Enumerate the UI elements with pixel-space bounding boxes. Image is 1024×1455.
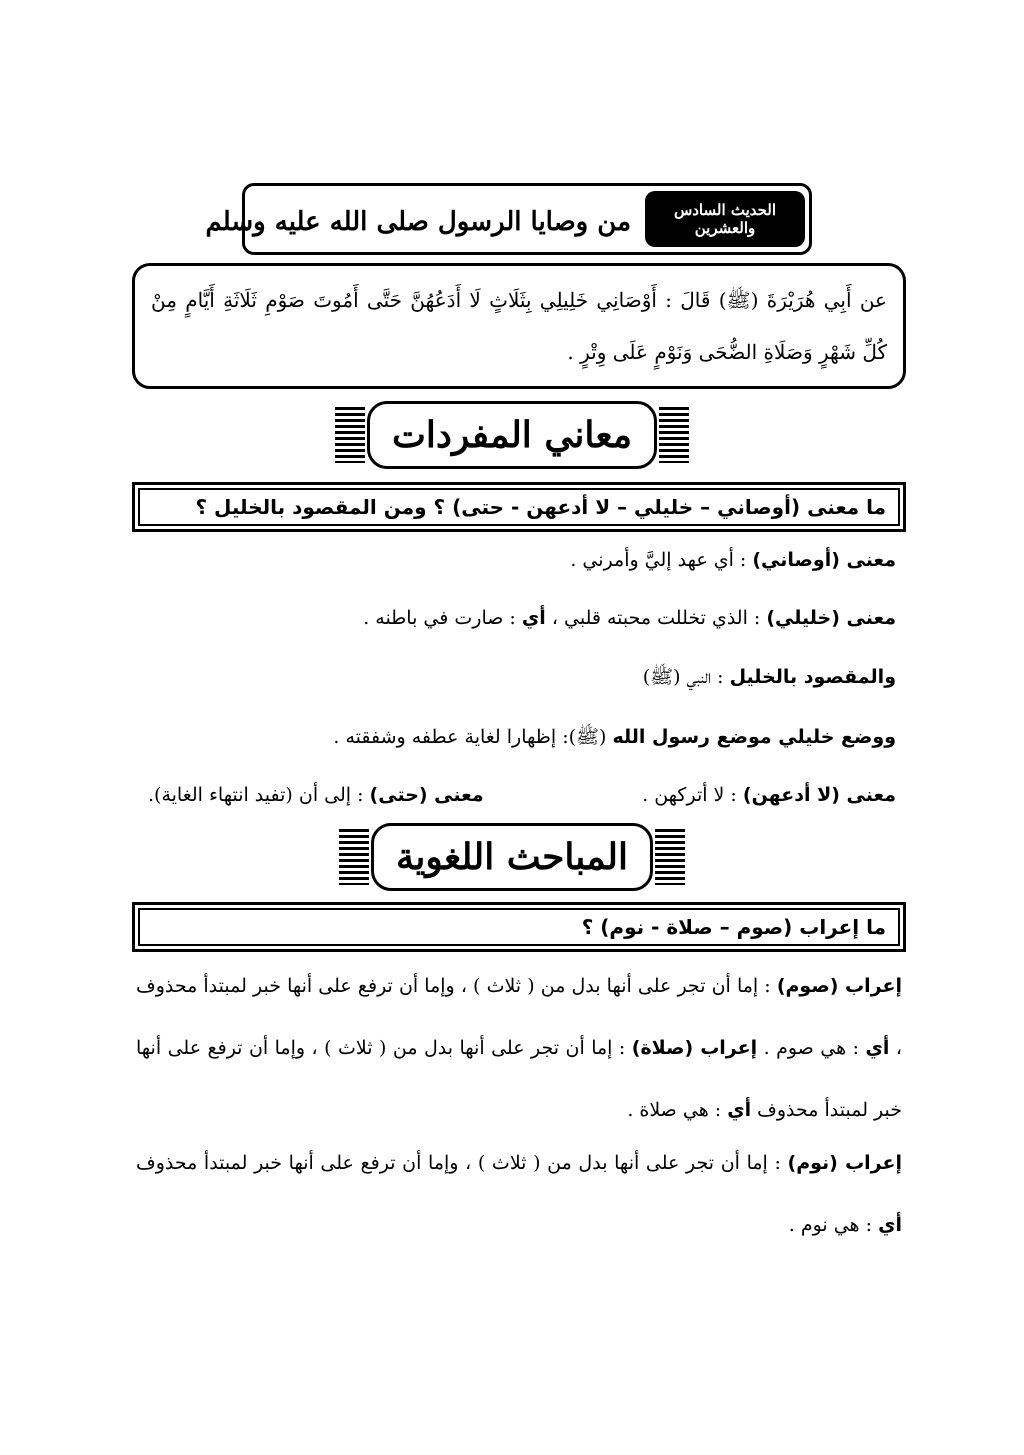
meaning-line-3 bbox=[643, 665, 896, 693]
grammar-text: : إما أن تجر على أنها بدل من ( ثلاث ) ، وإما أن ترفع على أنها خبر لمبتدأ محذوف bbox=[136, 1037, 902, 1121]
grammar-term: إعراب (صلاة) bbox=[631, 1037, 758, 1059]
grammar-question: ما إعراب (صوم – صلاة - نوم) ؟ bbox=[138, 908, 900, 946]
grammar-text: : إما أن تجر على أنها بدل من ( ثلاث ) ، وإما أن ترفع على أنها خبر لمبتدأ محذوف ، bbox=[136, 975, 902, 1059]
heading-stripes-left bbox=[339, 829, 369, 885]
grammar-question-frame bbox=[132, 902, 906, 952]
grammar-heading-label: المباحث اللغوية bbox=[371, 823, 653, 891]
meaning-term: ووضع خليلي موضع رسول الله bbox=[612, 726, 896, 748]
heading-stripes-right bbox=[659, 407, 689, 463]
vocabulary-heading-label: معاني المفردات bbox=[367, 401, 657, 469]
vocabulary-question-frame bbox=[132, 482, 906, 532]
grammar-term: إعراب (صوم) bbox=[776, 975, 902, 997]
meaning-line-5-right bbox=[642, 784, 896, 806]
grammar-text: : هي صلاة . bbox=[627, 1099, 728, 1121]
meaning-text: : صارت في باطنه . bbox=[363, 607, 522, 629]
grammar-term: أي bbox=[878, 1214, 902, 1236]
meaning-term: معنى (حتى) bbox=[369, 784, 484, 806]
meaning-text: (ﷺ): إظهارا لغاية عطفه وشفقته . bbox=[333, 726, 613, 748]
vocabulary-heading bbox=[0, 400, 1024, 470]
meaning-line-4 bbox=[333, 725, 896, 753]
grammar-term: أي bbox=[727, 1099, 752, 1121]
grammar-heading bbox=[0, 822, 1024, 892]
meaning-text: : النبي (ﷺ) bbox=[642, 666, 730, 688]
grammar-text: : إما أن تجر على أنها بدل من ( ثلاث ) ، وإما أن ترفع على أنها خبر لمبتدأ محذوف bbox=[136, 1152, 788, 1174]
heading-stripes-left bbox=[335, 407, 365, 463]
meaning-term: معنى (لا أدعهن) bbox=[742, 784, 896, 806]
grammar-term: أي bbox=[865, 1037, 890, 1059]
grammar-paragraph-2 bbox=[136, 1132, 902, 1256]
lesson-title: من وصايا الرسول صلى الله عليه وسلم bbox=[205, 207, 631, 237]
meaning-text: : الذي تخللت محبته قلبي ، bbox=[545, 607, 767, 629]
grammar-term: إعراب (نوم) bbox=[787, 1152, 902, 1174]
hadith-number-badge: الحديث السادس والعشرين bbox=[645, 191, 805, 247]
grammar-paragraph-1 bbox=[136, 955, 902, 1141]
meaning-line-1 bbox=[570, 549, 896, 571]
meaning-term: والمقصود بالخليل bbox=[729, 666, 896, 688]
hadith-text: عن أَبِي هُرَيْرَةَ (ﷺ) قَالَ : أَوْصَانِي خَلِيلِي بِثَلَاثٍ لَا أَدَعُهُنَّ حَتَّى أَمُوتَ صَوْمِ ثَلَاثَةِ أَيَّامٍ مِنْ كُلِّ شَهْرٍ وَصَلَاةِ الضُّحَى وَنَوْمٍ عَلَى وِتْرٍ . bbox=[151, 288, 887, 364]
meaning-term: أي bbox=[521, 607, 546, 629]
grammar-text: : هي نوم . bbox=[788, 1214, 879, 1236]
lesson-title-box bbox=[205, 183, 812, 255]
meaning-term: معنى (خليلي) bbox=[766, 607, 896, 629]
meaning-text: : أي عهد إليَّ وأمرني . bbox=[570, 549, 753, 571]
meaning-text: : إلى أن (تفيد انتهاء الغاية). bbox=[148, 784, 370, 806]
meaning-line-5-left bbox=[148, 784, 484, 806]
heading-stripes-right bbox=[655, 829, 685, 885]
meaning-text: : لا أتركهن . bbox=[642, 784, 743, 806]
grammar-text: : هي صوم . bbox=[757, 1037, 866, 1059]
meaning-line-2 bbox=[363, 607, 896, 629]
vocabulary-question: ما معنى (أوصاني – خليلي – لا أدعهن - حتى) ؟ ومن المقصود بالخليل ؟ bbox=[138, 488, 900, 526]
hadith-text-box bbox=[132, 263, 906, 389]
meaning-term: معنى (أوصاني) bbox=[752, 549, 896, 571]
